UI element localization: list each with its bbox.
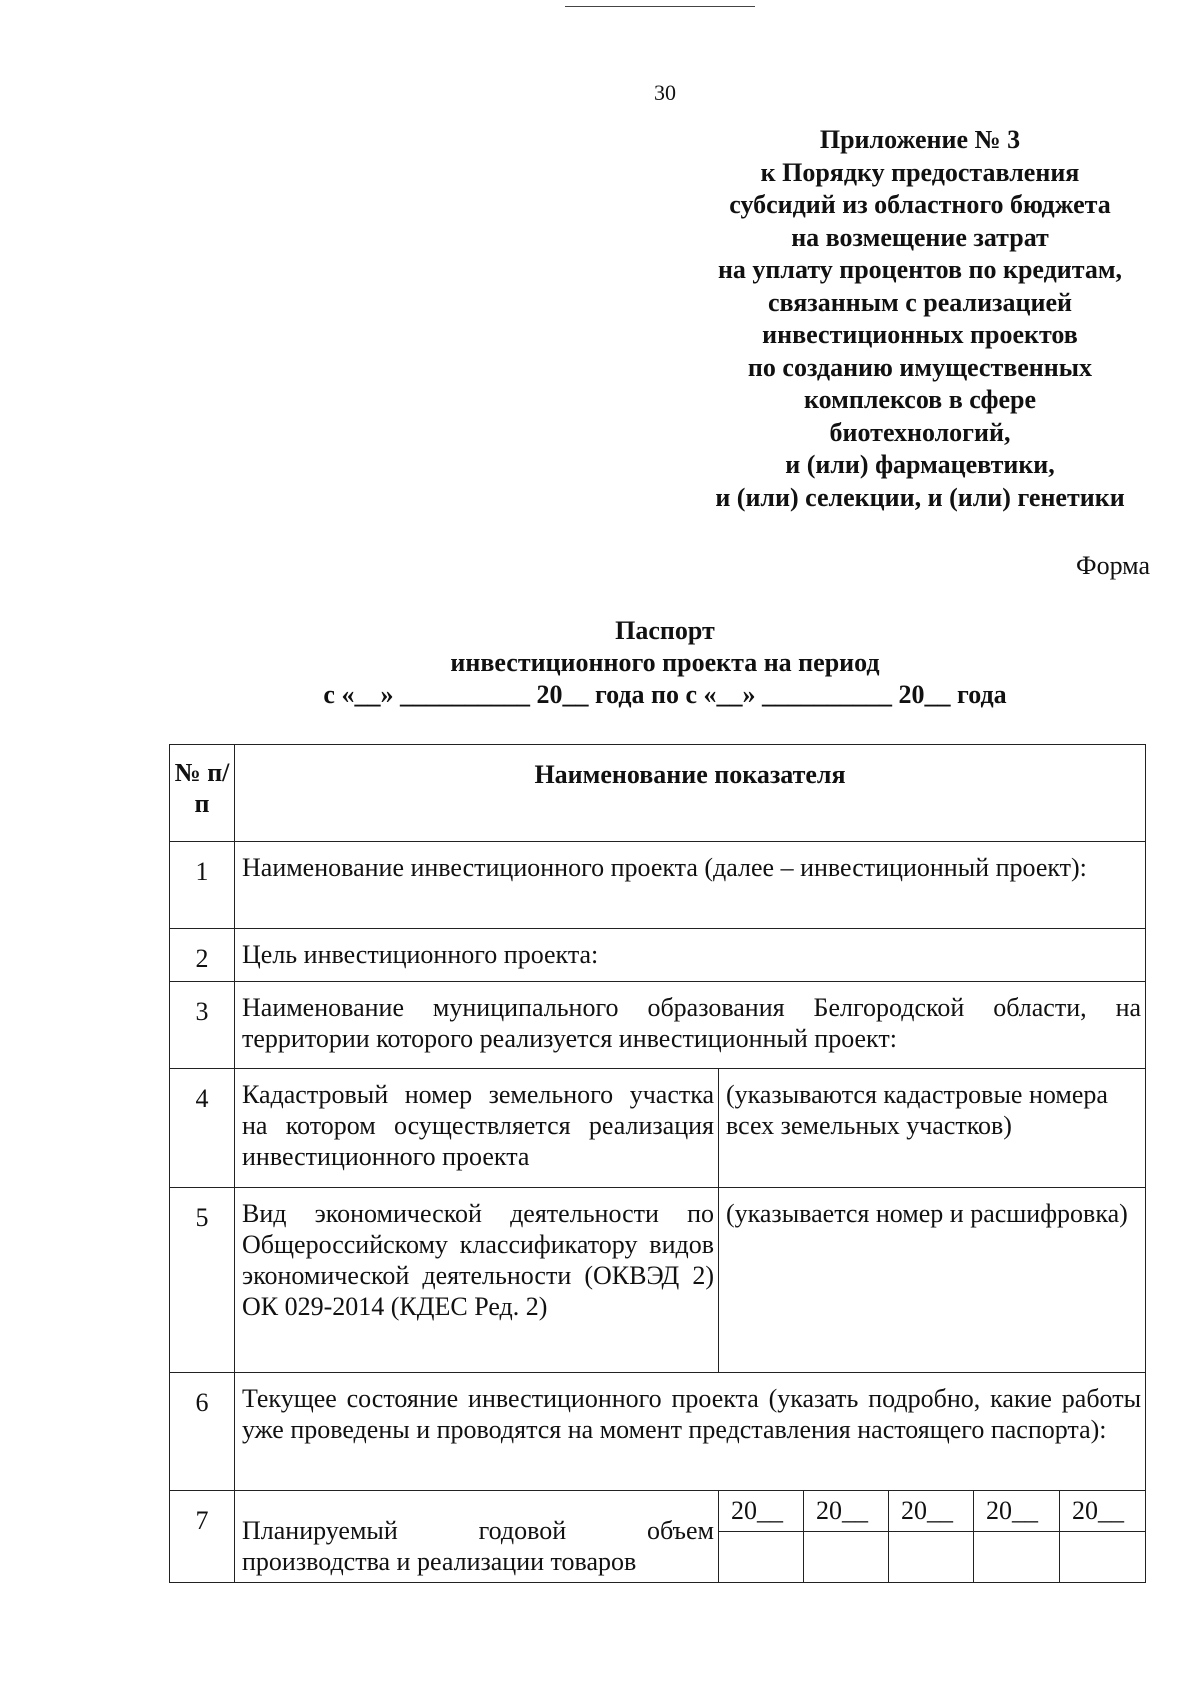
row-text: Кадастровый номер земельного участка на котором осуществляется реализация инвестиционного проекта <box>235 1069 719 1188</box>
title-line-3: с «__» __________ 20__ года по с «__» __________ 20__ года <box>323 680 1007 709</box>
year-cell: 20__ <box>889 1491 974 1532</box>
row-number: 6 <box>170 1373 235 1491</box>
row-number: 1 <box>170 842 235 929</box>
appendix-line: и (или) фармацевтики, <box>785 450 1055 479</box>
passport-title <box>0 615 1200 711</box>
year-cell: 20__ <box>804 1491 889 1532</box>
row-text: Цель инвестиционного проекта: <box>235 929 1146 982</box>
row-text: Планируемый годовой объем производства и реализации товаров <box>235 1491 719 1583</box>
table-row <box>170 1373 1146 1491</box>
appendix-line: и (или) селекции, и (или) генетики <box>715 482 1125 512</box>
appendix-line: на возмещение затрат <box>791 222 1049 252</box>
table-row <box>170 1188 1146 1373</box>
header-num: № п/п <box>170 745 235 842</box>
appendix-line: к Порядку предоставления <box>760 157 1080 187</box>
scan-artifact-line <box>565 6 755 7</box>
appendix-line: на уплату процентов по кредитам, <box>717 255 1123 284</box>
table-row <box>170 842 1146 929</box>
year-cell: 20__ <box>1060 1491 1146 1532</box>
year-value-cell <box>1060 1532 1146 1583</box>
row-number: 4 <box>170 1069 235 1188</box>
table-row <box>170 982 1146 1069</box>
row-text: Наименование муниципального образования Белгородской области, на территории которого реализуется инвестиционный проект: <box>235 982 1146 1069</box>
passport-table <box>169 744 1146 1583</box>
header-name: Наименование показателя <box>235 745 1146 842</box>
row-number: 2 <box>170 929 235 982</box>
appendix-line: инвестиционных проектов <box>762 320 1078 349</box>
year-value-cell <box>719 1532 804 1583</box>
table-row <box>170 1069 1146 1188</box>
row-text: Наименование инвестиционного проекта (далее – инвестиционный проект): <box>235 842 1146 929</box>
row-text: Вид экономической деятельности по Общероссийскому классификатору видов экономической деятельности (ОКВЭД 2) ОК 029-2014 (КДЕС Ред. 2) <box>235 1188 719 1373</box>
title-line-2: инвестиционного проекта на период <box>450 648 880 677</box>
row-text: Текущее состояние инвестиционного проекта (указать подробно, какие работы уже проведены и проводятся на момент представления настоящего паспорта): <box>235 1373 1146 1491</box>
table-row <box>170 1491 1146 1532</box>
appendix-line: комплексов в сфере <box>804 385 1036 414</box>
row-number: 5 <box>170 1188 235 1373</box>
appendix-line: биотехнологий, <box>829 417 1011 447</box>
form-label: Форма <box>1076 551 1150 580</box>
row-value: (указываются кадастровые номера всех земельных участков) <box>719 1069 1146 1188</box>
year-value-cell <box>974 1532 1060 1583</box>
table-header-row <box>170 745 1146 842</box>
year-value-cell <box>804 1532 889 1583</box>
title-line-1: Паспорт <box>615 616 715 645</box>
appendix-line: субсидий из областного бюджета <box>729 190 1111 219</box>
year-value-cell <box>889 1532 974 1583</box>
appendix-line: по созданию имущественных <box>747 352 1093 382</box>
appendix-line: Приложение № 3 <box>819 125 1021 154</box>
table-row <box>170 929 1146 982</box>
row-number: 3 <box>170 982 235 1069</box>
appendix-line: связанным с реализацией <box>768 287 1072 317</box>
year-cell: 20__ <box>974 1491 1060 1532</box>
appendix-heading <box>690 124 1150 514</box>
row-number: 7 <box>170 1491 235 1583</box>
page-number: 30 <box>654 80 676 105</box>
row-value: (указывается номер и расшифровка) <box>719 1188 1146 1373</box>
year-cell: 20__ <box>719 1491 804 1532</box>
